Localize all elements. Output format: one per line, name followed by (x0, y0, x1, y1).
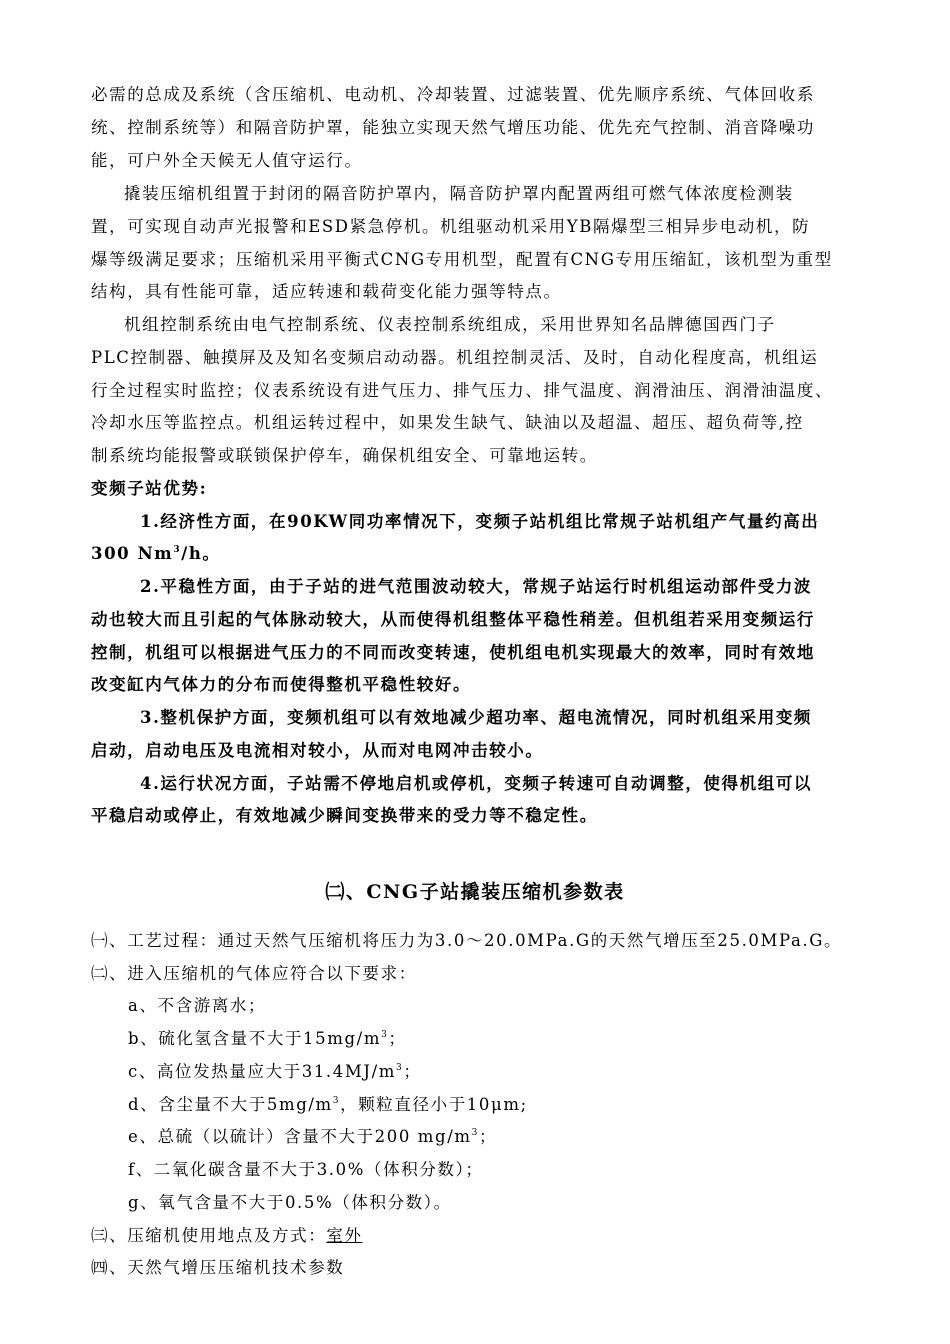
requirement-item: e、总硫（以硫计）含量不大于200 $mg/m^3$； (128, 1127, 498, 1146)
advantage-1-line: 1.经济性方面，在90KW同功率情况下，变频子站机组比常规子站机组产气量约高出 (140, 512, 820, 531)
advantage-3-line: 3.整机保护方面，变频机组可以有效地减少超功率、超电流情况，同时机组采用变频 (140, 708, 813, 727)
requirement-item: b、硫化氢含量不大于$15mg/m^3$； (128, 1029, 407, 1048)
advantages-heading: 变频子站优势: (91, 479, 208, 498)
location-line: ㈢、压缩机使用地点及方式：室外 (91, 1226, 363, 1245)
intro-p2-line: 置，可实现自动声光报警和ESD紧急停机。机组驱动机采用YB隔爆型三相异步电动机，防 (91, 217, 811, 236)
advantage-4-line: 4.运行状况方面，子站需不停地启机或停机，变频子转速可自动调整，使得机组可以 (140, 774, 813, 793)
requirement-item: c、高位发热量应大于$31.4MJ/m^3$； (128, 1062, 422, 1081)
advantage-2-line: 动也较大而且引起的气体脉动较大，从而使得机组整体平稳性稍差。但机组若采用变频运行 (91, 610, 815, 629)
intro-p1-line: 统、控制系统等）和隔音防护罩，能独立实现天然气增压功能、优先充气控制、消音降噪功 (91, 118, 815, 137)
intro-p2-line: 爆等级满足要求；压缩机采用平衡式CNG专用机型，配置有CNG专用压缩缸，该机型为重型 (91, 250, 833, 269)
intro-p3-line: 行全过程实时监控；仪表系统设有进气压力、排气压力、排气温度、润滑油压、润滑油温度、 (91, 381, 834, 400)
section-title: ㈡、CNG子站撬装压缩机参数表 (325, 881, 625, 903)
advantage-2-line: 2.平稳性方面，由于子站的进气范围波动较大，常规子站运行时机组运动部件受力波 (140, 577, 813, 596)
intro-p1-line: 必需的总成及系统（含压缩机、电动机、冷却装置、过滤装置、优先顺序系统、气体回收系 (91, 85, 815, 104)
intro-p2-line: 撬装压缩机组置于封闭的隔音防护罩内，隔音防护罩内配置两组可燃气体浓度检测装 (124, 184, 794, 203)
intro-p3-line: PLC控制器、触摸屏及及知名变频启动动器。机组控制灵活、及时，自动化程度高，机组运 (91, 348, 819, 367)
requirement-item: f、二氧化碳含量不大于3.0%（体积分数）； (128, 1160, 484, 1179)
advantage-2-line: 控制，机组可以根据进气压力的不同而改变转速，使机组电机实现最大的效率，同时有效地 (91, 643, 815, 662)
advantage-2-line: 改变缸内气体力的分布而使得整机平稳性较好。 (91, 675, 472, 694)
advantage-4-line: 平稳启动或停止，有效地减少瞬间变换带来的受力等不稳定性。 (91, 806, 598, 825)
process-line: ㈠、工艺过程：通过天然气压缩机将压力为3.0～20.0MPa.G的天然气增压至25.0MPa.G。 (91, 931, 843, 950)
requirement-item: a、不含游离水； (128, 996, 267, 1015)
intro-p2-line: 结构，具有性能可靠，适应转速和载荷变化能力强等特点。 (91, 282, 562, 301)
tech-params-line: ㈣、天然气增压压缩机技术参数 (91, 1258, 345, 1277)
requirements-heading: ㈡、进入压缩机的气体应符合以下要求： (91, 964, 417, 983)
intro-p3-line: 冷却水压等监控点。机组运转过程中，如果发生缺气、缺油以及超温、超压、超负荷等,控 (91, 413, 804, 432)
intro-p3-line: 机组控制系统由电气控制系统、仪表控制系统组成，采用世界知名品牌德国西门子 (124, 315, 776, 334)
intro-p1-line: 能，可户外全天候无人值守运行。 (91, 151, 363, 170)
advantage-3-line: 启动，启动电压及电流相对较小，从而对电网冲击较小。 (91, 741, 544, 760)
requirement-item: d、含尘量不大于$5mg/m^3$，颗粒直径小于10μm; (128, 1095, 528, 1114)
advantage-1-line: 300 Nm$^3$/h。 (91, 544, 221, 563)
intro-p3-line: 制系统均能报警或联锁保护停车，确保机组安全、可靠地运转。 (91, 446, 598, 465)
requirement-item: g、氧气含量不大于0.5%（体积分数）。 (128, 1193, 452, 1212)
location-value: 室外 (326, 1226, 363, 1245)
